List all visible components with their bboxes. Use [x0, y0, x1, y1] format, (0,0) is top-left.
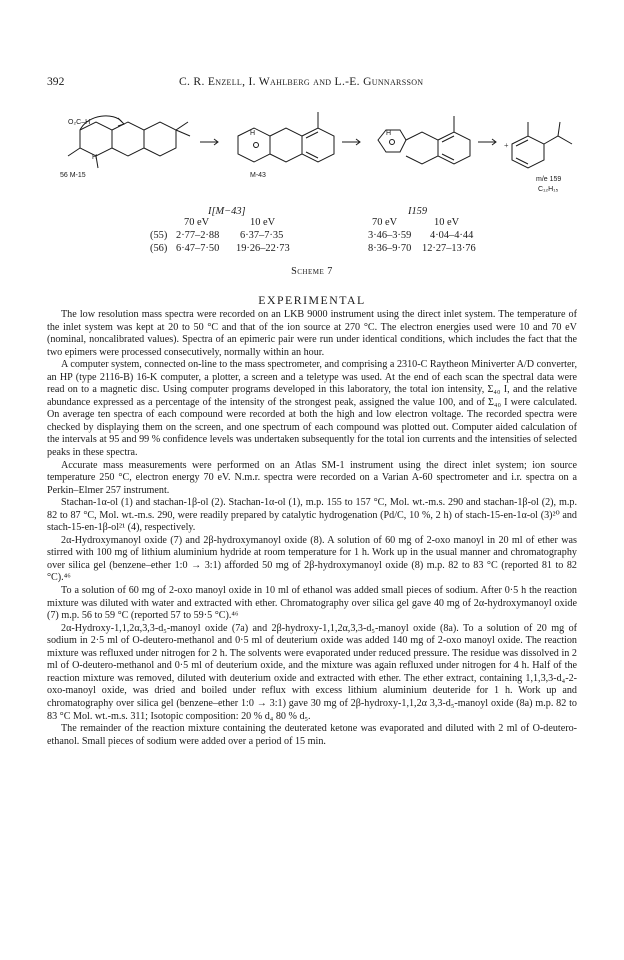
paragraph: 2α-Hydroxymanoyl oxide (7) and 2β-hydroxymanoyl oxide (8). A solution of 60 mg of 2-oxo manoyl in 20 ml of ether was stirred with 100 mg of lithium aluminium hydride at room temperature for 1 h. Work up in the usual manner and chromatography over silica gel (benzene–ether 1:0 → 3:1) afforded 50 mg of 2β-hydroxymanoyl oxide (8) m.p. 82 to 83 °C (reported 81 to 82 °C).⁴⁶: [47, 534, 577, 584]
paragraph: Accurate mass measurements were performed on an Atlas SM-1 instrument using the direct inlet system; ion source temperature 250 °C, electron energy 70 eV. N.m.r. spectra were recorded on a Varian A-60 spectrometer and i.r. spectra on a Perkin–Elmer 257 instrument.: [47, 459, 577, 496]
scheme-caption: Scheme 7: [291, 266, 333, 277]
scheme-structures: [60, 100, 580, 210]
paragraph: A computer system, connected on-line to the mass spectrometer, and comprising a 2310-C Raytheon Miniverter A/D converter, an HP (type 2116-B) 16-K computer, a plotter, a screen and a teletype was used. At the end of each scan the spectral data were read on to a magnetic disc. Using computer programs developed in this laboratory, the total ion intensity, Σ₄₀ I, and the relative abundance expressed as a percentage of the intensity of the strongest peak, assigned the value 100, and of Σ₄₀ I were calculated. On average ten spectra of each compound were recorded at both the high and low electron voltage. The recorded spectra were checked by displaying them on the screen, and one spectrum of each compound was plotted out. Computer aided calculation of the intervals at 95 and 99 % confidence levels was undertaken subsequently for the total ion currents and the intensities of selected peaks in these spectra.: [47, 359, 577, 459]
running-header: [47, 75, 577, 91]
mol2-id: M-43: [250, 172, 266, 179]
arrow-2: [342, 139, 360, 145]
mol1-frag-label: O₂C–H: [68, 119, 91, 126]
row-value: 4·04–4·44: [430, 230, 474, 241]
row-value: 19·26–22·73: [236, 243, 290, 254]
page-number: 392: [47, 75, 65, 88]
molecule-2-drawing: [238, 112, 334, 162]
mol1-h-bottom: H: [92, 154, 98, 161]
paragraph: The remainder of the reaction mixture containing the deuterated ketone was evaporated and diluted with 2 ml of O-deutero-ethanol. Small pieces of sodium were added over a period of 15 min.: [47, 723, 577, 747]
paragraph: Stachan-1α-ol (1) and stachan-1β-ol (2). Stachan-1α-ol (1), m.p. 155 to 157 °C, Mol. wt.-m.s. 290 and stachan-1β-ol (2), m.p. 82 to 87 °C, Mol. wt.-m.s. 290, were readily prepared by catalytic hydrogenation (Pd/C, 10 %, 2 h) of stach-15-en-1α-ol (3)²⁰ and stach-15-en-1β-ol²¹ (4), respectively.: [47, 497, 577, 534]
row-id: (56): [150, 243, 168, 254]
mol3-h-label: H: [386, 130, 392, 137]
reaction-scheme: [60, 100, 580, 280]
col-header-70ev-2: 70 eV: [372, 217, 398, 228]
col-group2-header: I159: [408, 206, 428, 217]
molecule-4-drawing: [504, 122, 572, 168]
row-value: 6·47–7·50: [176, 243, 220, 254]
row-value: 12·27–13·76: [422, 243, 476, 254]
section-heading: EXPERIMENTAL: [258, 293, 366, 307]
row-id: (55): [150, 230, 168, 241]
col-header-10ev-2: 10 eV: [434, 217, 460, 228]
paragraph: 2α-Hydroxy-1,1,2α,3,3-d₅-manoyl oxide (7a) and 2β-hydroxy-1,1,2α,3,3-d₅-manoyl oxide (8a). To a solution of 20 mg of sodium in 2·5 ml of O-deutero-methanol and 0·5 ml of deuterium oxide was added 140 mg of 2-oxo manoyl oxide. The reaction mixture was refluxed under nitrogen for 2 h. The solvents were evaporated under reduced pressure. The residue was dissolved in 2 ml of O-deutero-methanol and 0·5 ml of deuterium oxide, and the mixture was again refluxed under nitrogen for 4 h. Half of the reaction mixture was removed, diluted with deuterium oxide and extracted with ether. The ether extract, containing 1,1,3,3-d₄-2-oxo-manoyl oxide, was dried and boiled under reflux with excess lithium aluminium deuteride for 1 h. Work up and chromatography over silica gel (benzene–ether 1:0 → 3:1) gave 30 mg of 2β-hydroxy-1,1,2α 3,3-d₅-manoyl oxide (8a) m.p. 82 to 83 °C Mol. wt.-m.s. 311; Isotopic composition: 20 % d₄ 80 % d₅.: [47, 622, 577, 722]
row-value: 2·77–2·88: [176, 230, 220, 241]
arrow-1: [200, 139, 218, 145]
body-text: [47, 309, 577, 748]
mol4-mz-label: m/e 159: [536, 176, 562, 183]
col-group1-header: I[M−43]: [208, 206, 246, 217]
mol4-formula: C₁₂H₁₅: [538, 186, 559, 193]
col-header-10ev-1: 10 eV: [250, 217, 276, 228]
row-value: 8·36–9·70: [368, 243, 412, 254]
paragraph: The low resolution mass spectra were recorded on an LKB 9000 instrument using the direct inlet system. The temperature of the inlet system was kept at 20 to 50 °C and that of the ion source at 270 °C. The electron energies used were 10 and 70 eV (nominal, noncalibrated values). Spectra of an epimeric pair were run under identical conditions, which includes the fact that the two epimers were processed consecutively, normally within an hour.: [47, 309, 577, 358]
paragraph: To a solution of 60 mg of 2-oxo manoyl oxide in 10 ml of ethanol was added small pieces of sodium. After 0·5 h the reaction mixture was diluted with water and extracted with ether. Chromatography over silica gel gave 40 mg of 2α-hydroxymanoyl oxide (7) m.p. 56 to 59 °C (reported 57 to 59·5 °C).⁴⁶: [47, 585, 577, 622]
mol2-h-label: H: [250, 130, 256, 137]
svg-text:+: +: [504, 141, 509, 150]
row-value: 6·37–7·35: [240, 230, 284, 241]
mol1-compound-id: 56 M-15: [60, 172, 86, 179]
molecule-3-drawing: [378, 116, 470, 164]
author-line: C. R. Enzell, I. Wahlberg and L.-E. Gunnarsson: [179, 75, 424, 88]
col-header-70ev-1: 70 eV: [184, 217, 210, 228]
row-value: 3·46–3·59: [368, 230, 412, 241]
arrow-3: [478, 139, 496, 145]
